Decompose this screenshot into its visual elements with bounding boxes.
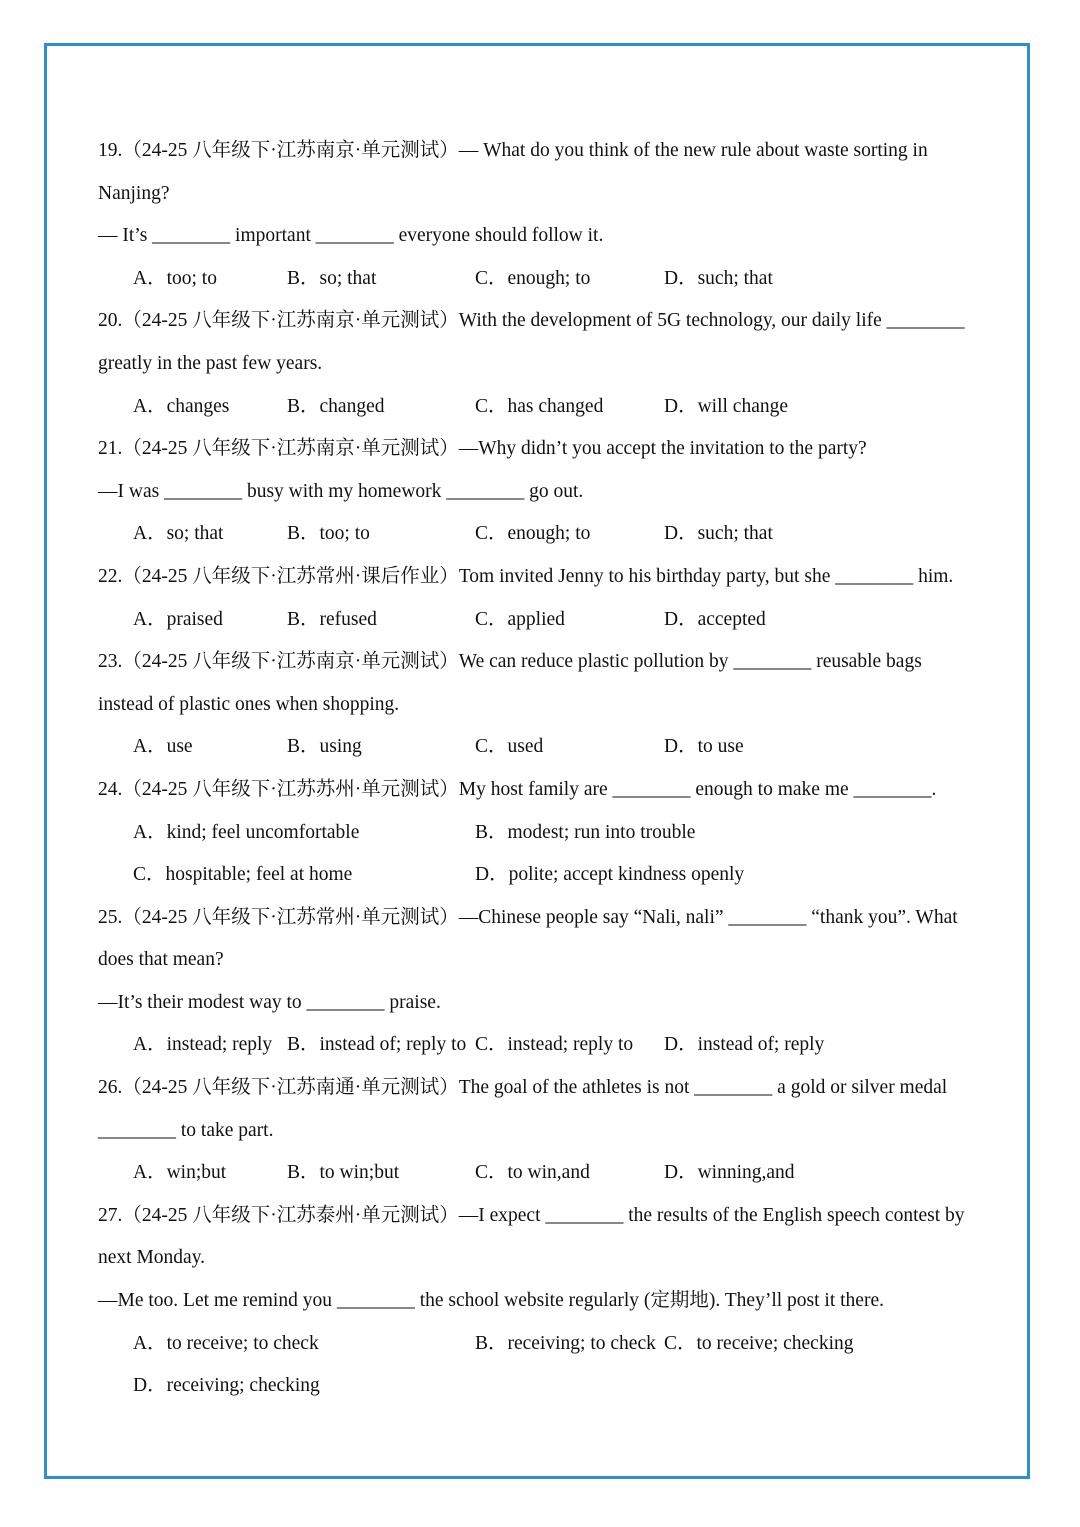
question-26 — [98, 1067, 988, 1195]
option-c[interactable]: C．has changed — [475, 395, 604, 417]
question-27 — [98, 1195, 988, 1408]
option-b[interactable]: B．refused — [287, 608, 377, 630]
question-22 — [98, 556, 988, 641]
options-row — [98, 258, 988, 301]
options-row — [98, 812, 988, 855]
question-stem: 22.（24-25 八年级下·江苏常州·课后作业）Tom invited Jenny to his birthday party, but she ________ him. — [98, 565, 954, 587]
option-d[interactable]: D．receiving; checking — [133, 1375, 320, 1397]
question-stem: next Monday. — [98, 1247, 206, 1269]
option-a[interactable]: A．so; that — [133, 523, 224, 545]
question-stem: 24.（24-25 八年级下·江苏苏州·单元测试）My host family are ________ enough to make me ________. — [98, 778, 937, 800]
option-b[interactable]: B．instead of; reply to — [287, 1034, 467, 1056]
question-stem: — It’s ________ important ________ everyone should follow it. — [98, 225, 604, 247]
question-stem: 21.（24-25 八年级下·江苏南京·单元测试）—Why didn’t you accept the invitation to the party? — [98, 438, 867, 460]
question-stem: 19.（24-25 八年级下·江苏南京·单元测试）— What do you think of the new rule about waste sorting in — [98, 140, 928, 161]
options-row — [98, 599, 988, 642]
question-20 — [98, 300, 988, 428]
question-stem: 26.（24-25 八年级下·江苏南通·单元测试）The goal of the athletes is not ________ a gold or silver medal — [98, 1077, 948, 1099]
question-stem: 20.（24-25 八年级下·江苏南京·单元测试）With the development of 5G technology, our daily life ________ — [98, 310, 965, 332]
options-row — [98, 1323, 988, 1366]
question-stem: —It’s their modest way to ________ praise. — [98, 991, 441, 1013]
option-c[interactable]: C．used — [475, 736, 544, 758]
option-a[interactable]: A．changes — [133, 395, 230, 417]
question-19 — [98, 130, 988, 300]
option-c[interactable]: C．to receive; checking — [664, 1332, 854, 1354]
question-stem: —I was ________ busy with my homework ________ go out. — [98, 480, 584, 502]
option-d[interactable]: D．such; that — [664, 267, 773, 289]
option-b[interactable]: B．using — [287, 736, 362, 758]
option-d[interactable]: D．such; that — [664, 523, 773, 545]
option-a[interactable]: A．use — [133, 736, 193, 758]
question-stem: instead of plastic ones when shopping. — [98, 693, 400, 715]
options-row — [98, 726, 988, 769]
options-row — [98, 1024, 988, 1067]
option-d[interactable]: D．to use — [664, 736, 744, 758]
option-c[interactable]: C．instead; reply to — [475, 1034, 634, 1056]
option-c[interactable]: C．enough; to — [475, 523, 591, 545]
question-21 — [98, 428, 988, 556]
option-a[interactable]: A．praised — [133, 608, 223, 630]
option-c[interactable]: C．to win,and — [475, 1162, 590, 1184]
question-stem: 27.（24-25 八年级下·江苏泰州·单元测试）—I expect ________ the results of the English speech contest by — [98, 1204, 965, 1226]
options-row — [98, 854, 988, 897]
options-row — [98, 1152, 988, 1195]
option-b[interactable]: B．changed — [287, 395, 385, 417]
option-a[interactable]: A．instead; reply — [133, 1034, 273, 1056]
option-c[interactable]: C．hospitable; feel at home — [133, 864, 353, 886]
options-row — [98, 386, 988, 429]
question-stem: does that mean? — [98, 949, 224, 971]
question-stem: 23.（24-25 八年级下·江苏南京·单元测试）We can reduce plastic pollution by ________ reusable bags — [98, 651, 922, 673]
question-stem: ________ to take part. — [98, 1119, 274, 1141]
option-b[interactable]: B．to win;but — [287, 1162, 400, 1184]
option-a[interactable]: A．kind; feel uncomfortable — [133, 821, 360, 843]
option-b[interactable]: B．so; that — [287, 267, 377, 289]
option-d[interactable]: D．will change — [664, 395, 789, 417]
option-d[interactable]: D．winning,and — [664, 1162, 795, 1184]
question-stem: —Me too. Let me remind you ________ the school website regularly (定期地). They’ll post it there. — [98, 1290, 884, 1312]
option-c[interactable]: C．applied — [475, 608, 565, 630]
question-stem: Nanjing? — [98, 182, 170, 204]
option-a[interactable]: A．win;but — [133, 1162, 227, 1184]
option-d[interactable]: D．accepted — [664, 608, 766, 630]
option-d[interactable]: D．instead of; reply — [664, 1034, 825, 1056]
option-b[interactable]: B．modest; run into trouble — [475, 821, 696, 843]
options-row — [98, 513, 988, 556]
question-stem: greatly in the past few years. — [98, 352, 323, 374]
option-b[interactable]: B．too; to — [287, 523, 370, 545]
question-25 — [98, 897, 988, 1067]
option-a[interactable]: A．to receive; to check — [133, 1332, 319, 1354]
options-row — [98, 1365, 988, 1408]
option-c[interactable]: C．enough; to — [475, 267, 591, 289]
option-a[interactable]: A．too; to — [133, 267, 217, 289]
question-23 — [98, 641, 988, 769]
option-b[interactable]: B．receiving; to check — [475, 1332, 656, 1354]
question-24 — [98, 769, 988, 897]
option-d[interactable]: D．polite; accept kindness openly — [475, 864, 745, 886]
question-stem: 25.（24-25 八年级下·江苏常州·单元测试）—Chinese people say “Nali, nali” ________ “thank you”. What — [98, 906, 958, 928]
question-list — [98, 130, 988, 1408]
